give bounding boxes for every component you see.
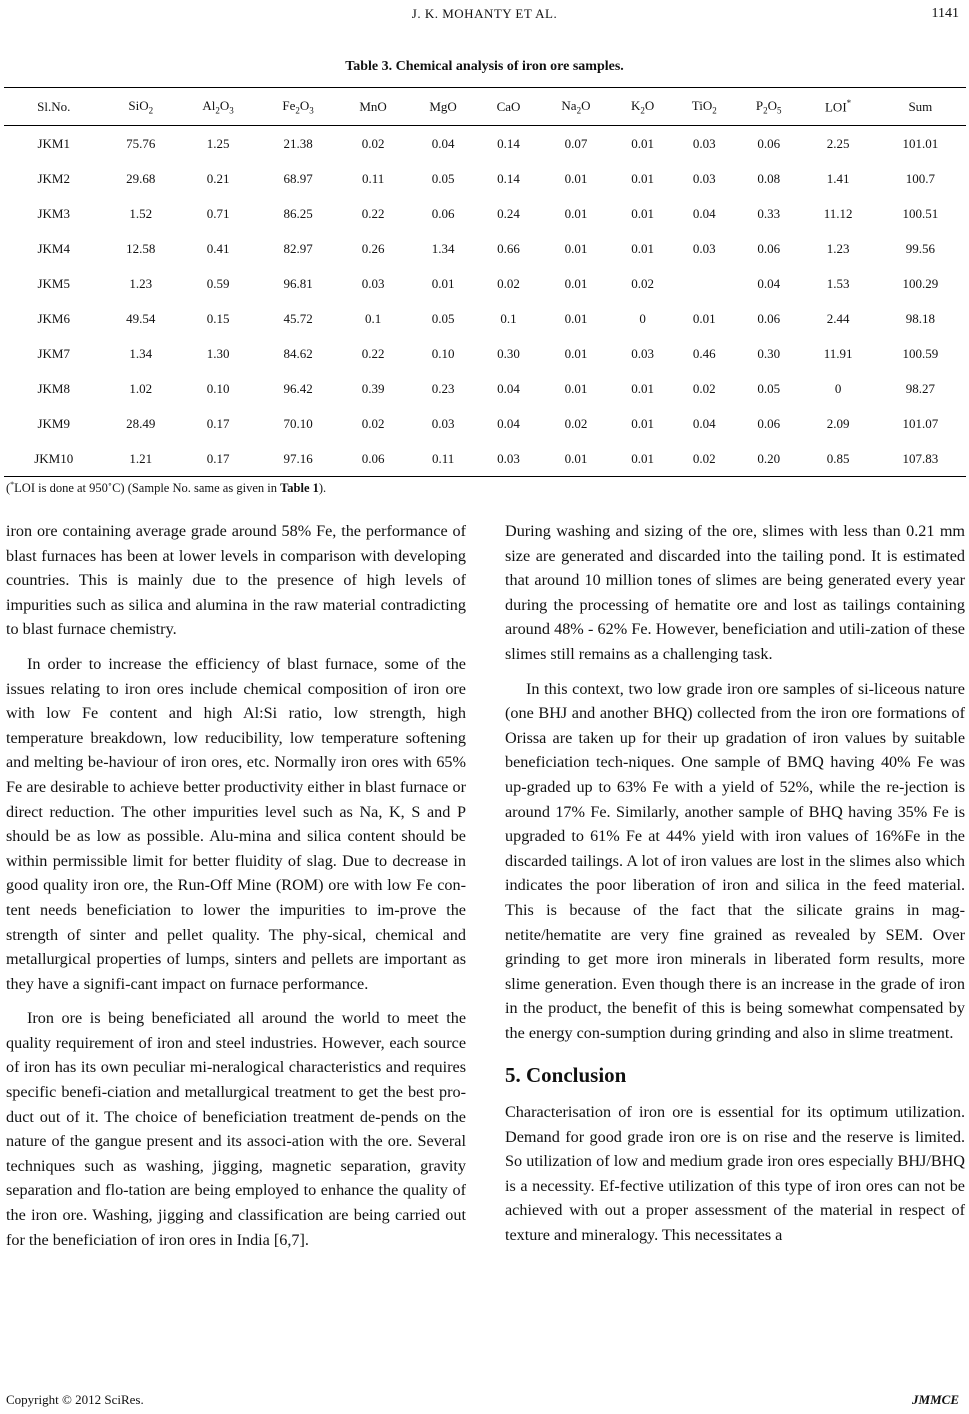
running-title: J. K. MOHANTY ET AL. xyxy=(411,6,558,21)
table-cell: 49.54 xyxy=(126,310,156,326)
table-cell: 0.15 xyxy=(206,310,230,326)
right-paragraph-3: Characterisation of iron ore is essential for its optimum utilization. Demand for good grade iron ore is on rise and the reserve is limited. So utilization of low and medium grade iron ores especially BHJ/BHQ is a necessity. Ef-fective utilization of this type of iron ores can not be achieved with out a proper assessment of the material in respect of texture and mineralogy. This necessitates a xyxy=(505,1103,965,1245)
table-row xyxy=(4,301,966,336)
table-cell: 0.04 xyxy=(497,380,520,396)
table-row xyxy=(4,336,966,371)
table-cell: 1.23 xyxy=(129,275,153,291)
table-cell: 0.01 xyxy=(613,441,672,477)
table-cell: JKM10 xyxy=(4,441,103,477)
table-cell: 0.03 xyxy=(431,415,455,431)
footnote-table-ref: Table 1 xyxy=(280,481,319,496)
table-cell: JKM1 xyxy=(37,135,70,151)
table-cell: 96.81 xyxy=(283,275,313,291)
table-cell: 0.1 xyxy=(364,310,382,326)
table-cell: 0.01 xyxy=(564,170,588,186)
table-cell: 0.30 xyxy=(757,345,781,361)
table-cell: 1.30 xyxy=(206,345,230,361)
col-header-sio2: SiO$_2$ xyxy=(103,88,178,126)
table-cell: 0.06 xyxy=(757,240,781,256)
right-paragraph-2: In this context, two low grade iron ore samples of si-liceous nature (one BHJ and another BHQ) collected from the iron ore formations of Orissa are taken up for their up gradation of iron values by suitable beneficiation tech-niques. One sample of BMQ having 40% Fe was up-graded up to 63% Fe with a yield of 52%, while the re-jection is around 17% Fe. Similarly, another sample of BHQ having 35% Fe is upgraded to 61% Fe at 44% yield with iron values of 16%Fe in the discarded tailings. A lot of iron values are lost in the slimes also which indicates the poor liberation of iron and silica in the feed material. This is because of the fact that the silicate grains in mag-netite/hematite are very fine grained as revealed by SEM. Over grinding to get more iron minerals in liberated form results, more slime generation. Even though there is an increase in the grade of iron in the product, the benefit of this is being somewhat compensated by the energy con-sumption during grinding and also in slime treatment. xyxy=(505,679,965,1042)
table-cell: 0.05 xyxy=(757,380,781,396)
table-cell: 0.17 xyxy=(206,415,230,431)
table-cell: 75.76 xyxy=(126,135,156,151)
table-cell: 0.24 xyxy=(497,205,520,221)
table-cell: 29.68 xyxy=(126,170,156,186)
table-cell: 0.03 xyxy=(361,275,385,291)
col-header-sum: Sum xyxy=(875,88,966,126)
table-row xyxy=(4,266,966,301)
table-cell: 101.07 xyxy=(902,415,939,431)
table-cell: 0.08 xyxy=(757,170,781,186)
table-row xyxy=(4,231,966,266)
table-cell: 0.03 xyxy=(692,240,716,256)
table-cell: 0.06 xyxy=(757,135,781,151)
table-cell: 68.97 xyxy=(283,170,313,186)
table-cell: 0.02 xyxy=(692,380,716,396)
table-cell: JKM3 xyxy=(37,205,70,221)
table-cell: 0.03 xyxy=(692,135,716,151)
journal-name: JMMCE xyxy=(912,1392,959,1407)
table-cell: 0.01 xyxy=(631,135,655,151)
table-cell: JKM4 xyxy=(37,240,70,256)
table-cell: 0.46 xyxy=(692,345,716,361)
table-cell: 0.01 xyxy=(631,170,655,186)
table-cell: 0.22 xyxy=(361,205,385,221)
left-column xyxy=(6,519,466,1262)
footnote-text: LOI is done at 950˚C) (Sample No. same as given in xyxy=(14,481,281,496)
table-cell: 96.42 xyxy=(283,380,313,396)
table-cell: 0.14 xyxy=(497,170,520,186)
left-paragraph-3: Iron ore is being beneficiated all around the world to meet the quality requirement of iron and steel industries. However, each source of iron has its own peculiar mi-neralogical characteristics and requires specific benefi-ciation and metallurgical treatment to get the best pro-duct out of it. The choice of beneficiation treatment de-pends on the nature of the gangue present and its associ-ation with the ore. Several techniques such as washing, jigging, magnetic separation, gravity separation and flo-tation are being employed to enhance the quality of the iron ore. Washing, jigging and classification are being carried out for the beneficiation of iron ores in India [6,7]. xyxy=(6,1009,466,1249)
right-column xyxy=(505,519,965,1258)
table-cell: 0.04 xyxy=(692,205,716,221)
table-cell: 0.04 xyxy=(497,415,520,431)
table-cell: 1.25 xyxy=(206,135,230,151)
table-cell: JKM6 xyxy=(37,310,70,326)
col-header-fe2o3: $Fe_2O_3$ xyxy=(258,88,338,126)
table-cell: 98.27 xyxy=(905,380,935,396)
table-cell: 0.21 xyxy=(206,170,230,186)
table-header-row xyxy=(4,88,966,126)
table-cell: JKM7 xyxy=(37,345,70,361)
footnote-end: ). xyxy=(318,481,327,496)
section-heading-conclusion: 5. Conclusion xyxy=(505,1063,627,1088)
table-cell: 0 xyxy=(834,380,842,396)
table-row xyxy=(4,196,966,231)
table-footnote: (*LOI is done at 950˚C) (Sample No. same as given in Table 1). xyxy=(6,480,327,496)
table-cell: 0.06 xyxy=(338,441,408,477)
table-cell: 0.01 xyxy=(431,275,455,291)
table-cell: 1.34 xyxy=(129,345,153,361)
table-cell: 1.02 xyxy=(129,380,153,396)
table-cell: 98.18 xyxy=(905,310,935,326)
table-cell: 0.01 xyxy=(564,275,588,291)
table-cell: 0.26 xyxy=(361,240,385,256)
table-cell: 28.49 xyxy=(126,415,156,431)
table-caption: Table 3. Chemical analysis of iron ore samples. xyxy=(345,59,624,74)
left-paragraph-2: In order to increase the efficiency of blast furnace, some of the issues relating to iron ores include chemical composition of iron ore with low Fe content and high Al:Si ratio, low strength, high temperature breakdown, low reducibility, low temperature softening and melting be-haviour of iron ores, etc. Normally iron ores with 65% Fe are desirable to achieve better productivity either in blast furnace or direct reduction. The other impurities level such as Na, K, S and P should be as low as possible. Alu-mina and silica content should be within permissible limit for better fluidity of slag. Due to decrease in good quality iron ore, the Run-Off Mine (ROM) ore with low Fe con-tent needs beneficiation to lower the impurities to im-prove the strength of sinter and pellet quality. The phy-sical, chemical and metallurgical properties of lumps, sinters and pellets are important as they have a signifi-cant impact on furnace performance. xyxy=(6,654,466,993)
col-header-cao: CaO xyxy=(478,88,539,126)
table-cell: JKM9 xyxy=(37,415,70,431)
table-cell: 0.33 xyxy=(757,205,781,221)
table-cell: 0.71 xyxy=(206,205,230,221)
table-cell: 1.52 xyxy=(129,205,153,221)
table-cell: 0.1 xyxy=(500,310,517,326)
table-cell: 0.23 xyxy=(431,380,455,396)
table-cell: 0.06 xyxy=(431,205,455,221)
table-cell: 0.01 xyxy=(631,205,655,221)
table-cell: 0.02 xyxy=(564,415,588,431)
table-cell: 0.02 xyxy=(631,275,655,291)
table-cell: 21.38 xyxy=(283,135,313,151)
table-cell: 0.20 xyxy=(736,441,801,477)
table-cell: 0.10 xyxy=(206,380,230,396)
table-cell: 0.05 xyxy=(431,310,455,326)
table-cell: 0.01 xyxy=(564,310,588,326)
table-cell: 1.53 xyxy=(826,275,850,291)
table-cell: 11.12 xyxy=(823,205,853,221)
table-cell: 12.58 xyxy=(126,240,156,256)
left-paragraph-1: iron ore containing average grade around 58% Fe, the performance of blast furnaces has been at lower levels in comparison with developing countries. This is mainly due to the presence of high levels of impurities such as silica and alumina in the raw material contradicting to blast furnace chemistry. xyxy=(6,522,466,639)
table-cell: 0.01 xyxy=(564,380,588,396)
table-cell: 100.59 xyxy=(902,345,939,361)
table-cell: 0.07 xyxy=(564,135,588,151)
table-cell: 0.02 xyxy=(497,275,520,291)
table-cell: 0.04 xyxy=(431,135,455,151)
col-header-tio2: TiO$_2$ xyxy=(672,88,736,126)
col-header-mno: MnO xyxy=(338,88,408,126)
right-paragraph-1: During washing and sizing of the ore, slimes with less than 0.21 mm size are generated and discarded into the tailing pond. It is estimated that around 10 million tones of slimes are being generated every year during the processing of hematite ore and lost as tailings containing around 48% - 62% Fe. However, beneficiation and utili-zation of these slimes still remains as a challenging task. xyxy=(505,522,965,663)
table-cell: 0.66 xyxy=(497,240,520,256)
page-header xyxy=(0,6,969,26)
table-cell: 0.14 xyxy=(497,135,520,151)
table-cell: 0.41 xyxy=(206,240,230,256)
table-cell: 107.83 xyxy=(875,441,966,477)
table-cell: 0.06 xyxy=(757,310,781,326)
table-cell: 0.02 xyxy=(361,135,385,151)
page-number: 1141 xyxy=(931,6,959,21)
table-cell xyxy=(672,266,736,301)
col-header-slno: Sl.No. xyxy=(4,88,103,126)
table-row xyxy=(4,406,966,441)
table-cell: 0.85 xyxy=(801,441,874,477)
table-cell: JKM5 xyxy=(37,275,70,291)
col-header-p2o5: $P_2O_5$ xyxy=(736,88,801,126)
col-header-al2o3: $Al_2O_3$ xyxy=(178,88,258,126)
table-cell: 1.23 xyxy=(826,240,850,256)
table-row xyxy=(4,441,966,477)
table-cell: 97.16 xyxy=(258,441,338,477)
table-cell: 0.01 xyxy=(539,441,613,477)
table-row xyxy=(4,161,966,196)
table-cell: 0.03 xyxy=(478,441,539,477)
table-cell: 0.11 xyxy=(361,170,385,186)
table-cell: 0.01 xyxy=(631,415,655,431)
table-cell: 86.25 xyxy=(283,205,313,221)
table-cell: 0.05 xyxy=(431,170,455,186)
table-cell: 0.01 xyxy=(564,345,588,361)
table-cell: 0.01 xyxy=(631,240,655,256)
table-cell: 2.09 xyxy=(826,415,850,431)
table-row xyxy=(4,371,966,406)
table-cell: 1.41 xyxy=(826,170,850,186)
table-cell: 0.04 xyxy=(692,415,716,431)
table-cell: JKM2 xyxy=(37,170,70,186)
table-cell: 0.01 xyxy=(631,380,655,396)
table-cell: 70.10 xyxy=(283,415,313,431)
table-cell: 100.51 xyxy=(902,205,939,221)
table-cell: 0.02 xyxy=(672,441,736,477)
table-cell: JKM8 xyxy=(37,380,70,396)
table-cell: 0.02 xyxy=(361,415,385,431)
table-cell: 0.03 xyxy=(692,170,716,186)
table-cell: 100.7 xyxy=(905,170,935,186)
table-cell: 0.39 xyxy=(361,380,385,396)
table-cell: 0.03 xyxy=(631,345,655,361)
table-body xyxy=(4,126,966,477)
table-cell: 0.17 xyxy=(178,441,258,477)
copyright-notice: Copyright © 2012 SciRes. xyxy=(6,1392,144,1407)
table-cell: 82.97 xyxy=(283,240,313,256)
table-cell: 101.01 xyxy=(902,135,939,151)
col-header-loi: LOI* xyxy=(801,88,874,126)
table-cell: 100.29 xyxy=(902,275,939,291)
table-cell: 2.25 xyxy=(826,135,850,151)
table-cell: 0.30 xyxy=(497,345,520,361)
table-cell: 99.56 xyxy=(905,240,935,256)
chemical-analysis-table xyxy=(4,87,966,477)
table-cell: 1.21 xyxy=(103,441,178,477)
table-cell: 1.34 xyxy=(431,240,455,256)
table-cell: 0.22 xyxy=(361,345,385,361)
table-cell: 0.11 xyxy=(408,441,478,477)
col-header-k2o: $K_2O$ xyxy=(613,88,672,126)
table-cell: 0.06 xyxy=(757,415,781,431)
col-header-na2o: $Na_2O$ xyxy=(539,88,613,126)
table-cell: 11.91 xyxy=(823,345,853,361)
table-cell: 0.01 xyxy=(692,310,716,326)
table-cell: 2.44 xyxy=(826,310,850,326)
table-row xyxy=(4,126,966,162)
footnote-star: * xyxy=(10,480,15,489)
col-header-mgo: MgO xyxy=(408,88,478,126)
table-cell: 0.04 xyxy=(757,275,781,291)
table-cell: 0.01 xyxy=(564,240,588,256)
table-cell: 84.62 xyxy=(283,345,313,361)
table-cell: 0.10 xyxy=(431,345,455,361)
table-cell: 0 xyxy=(639,310,646,326)
table-cell: 45.72 xyxy=(283,310,313,326)
table-cell: 0.59 xyxy=(206,275,230,291)
table-cell: 0.01 xyxy=(564,205,588,221)
